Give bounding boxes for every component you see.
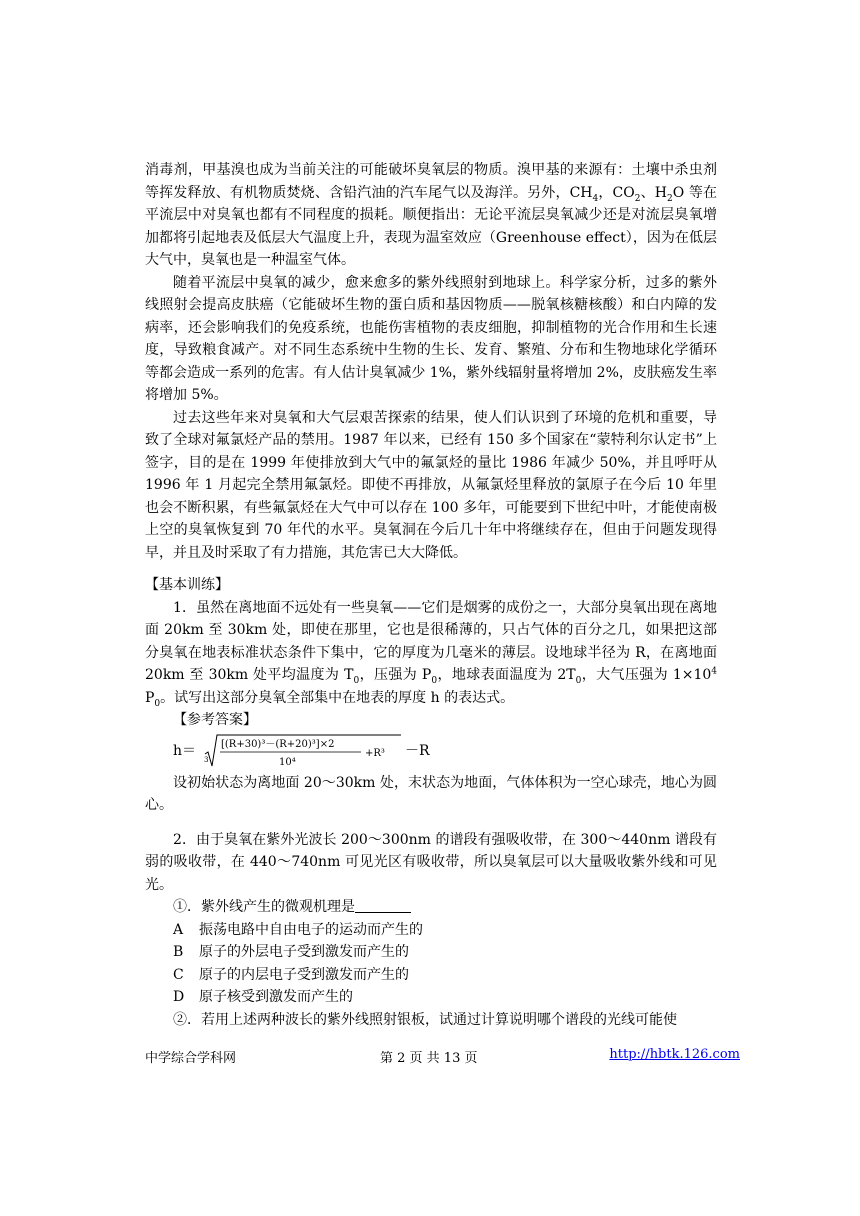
answer-label: 【参考答案】 — [173, 712, 257, 728]
text-run: O 等在平流层中对臭氧也都有不同程度的损耗。顺便指出：无论平流层臭氧减少还是对流层臭氧增加都将引起地表及低层大气温度上升，表现为温室效应（Greenhouse effect），因为在低层大气中，臭氧也是一种温室气体。 — [145, 184, 717, 268]
option-letter: B — [173, 944, 184, 960]
footer-page-number: 第 2 页 共 13 页 — [380, 1051, 478, 1066]
subscript: 0 — [431, 675, 438, 686]
text-run: 。试写出这部分臭氧全部集中在地表的厚度 h 的表达式。 — [160, 689, 515, 706]
footer-site-name: 中学综合学科网 — [145, 1051, 237, 1066]
text-run: ，大气压强为 1×10 — [581, 667, 712, 683]
paragraph-methyl-bromide — [145, 159, 717, 272]
answer-formula — [173, 734, 717, 770]
subscript: 2 — [667, 193, 673, 204]
option-letter: D — [173, 989, 185, 1005]
text-run: ，地球表面温度为 2T — [437, 667, 576, 683]
subscript: 4 — [592, 193, 599, 204]
text-run: 消毒剂，甲基溴也成为当前关注的可能破坏臭氧层的物质。溴甲基的来源有：土壤中杀虫剂等挥发释放、有机物质焚烧、含铅汽油的汽车尾气以及海洋。另外，CH — [145, 162, 717, 201]
option-text: 原子的内层电子受到激发而产生的 — [199, 966, 409, 983]
subscript: 2 — [634, 193, 641, 204]
option-a — [145, 919, 717, 942]
formula-numerator: [(R+30)³－(R+20)³]×2 — [221, 738, 335, 750]
formula-plus-r3: +R³ — [365, 747, 385, 759]
option-text: 振荡电路中自由电子的运动而产生的 — [199, 921, 423, 938]
page-footer — [145, 1047, 740, 1067]
option-c — [145, 964, 717, 987]
formula-minus-r: －R — [405, 742, 430, 759]
paragraph-uv-effects: 随着平流层中臭氧的减少，愈来愈多的紫外线照射到地球上。科学家分析，过多的紫外线照射会提高皮肤癌（它能破坏生物的蛋白质和基因物质——脱氧核糖核酸）和白内障的发病率，还会影响我们的免疫系统，也能伤害植物的表皮细胞，抑制植物的光合作用和生长速度，导致粮食减产。对不同生态系统中生物的生长、发育、繁殖、分布和生物地球化学循环等都会造成一系列的危害。有人估计臭氧减少 1%，紫外线辐射量将增加 2%，皮肤癌发生率将增加 5%。 — [145, 274, 717, 403]
option-letter: C — [173, 966, 184, 983]
question-2: 2．由于臭氧在紫外光波长 200～300nm 的谱段有强吸收带，在 300～440nm 谱段有弱的吸收带，在 440～740nm 可见光区有吸收带，所以臭氧层可以大量吸收紫外线和可见光。 — [145, 831, 717, 893]
answer-blank — [355, 898, 411, 913]
subscript: 0 — [575, 675, 582, 686]
subscript: 0 — [353, 675, 360, 686]
question-1 — [145, 597, 717, 710]
text-run: 1．虽然在离地面不远处有一些臭氧——它们是烟雾的成份之一，大部分臭氧出现在离地面 20km 至 30km 处，即使在那里，它也是很稀薄的，只占气体的百分之几，如果把这部分臭氧在地表标准状态条件下集中，它的厚度为几毫米的薄层。设地球半径为 R，在离地面 20km 至 30km 处平均温度为 T — [145, 599, 717, 683]
text-run: 、H — [640, 184, 667, 201]
superscript: 4 — [711, 666, 718, 677]
section-heading: 【基本训练】 — [145, 577, 229, 593]
text-run: ①．紫外线产生的微观机理是 — [173, 899, 355, 915]
paragraph-cfc-ban: 过去这些年来对臭氧和大气层艰苦探索的结果，使人们认识到了环境的危机和重要，导致了全球对氟氯烃产品的禁用。1987 年以来，已经有 150 多个国家在“蒙特利尔认定书”上签字，目的是在 1999 年使排放到大气中的氟氯烃的量比 1986 年减少 50%，并且呼吁从 1996 年 1 月起完全禁用氟氯烃。即使不再排放，从氟氯烃里释放的氯原子在今后 10 年里也会不断积累，有些氟氯烃在大气中可以存在 100 多年，可能要到下世纪中叶，才能使南极上空的臭氧恢复到 70 年代的水平。臭氧洞在今后几十年中将继续存在，但由于问题发现得早，并且及时采取了有力措施，其危害已大大降低。 — [145, 409, 717, 561]
question-2-sub-1 — [145, 896, 717, 919]
text-run: ，CO — [598, 184, 635, 201]
text-run: P — [145, 689, 155, 706]
option-text: 原子的外层电子受到激发而产生的 — [199, 944, 409, 960]
root-index: 3 — [204, 755, 209, 764]
option-text: 原子核受到激发而产生的 — [199, 989, 353, 1005]
cube-root-expression — [203, 732, 403, 772]
footer-url-link[interactable]: http://hbtk.126.com — [609, 1047, 740, 1062]
text-run: ，压强为 P — [359, 667, 432, 683]
answer-explanation: 设初始状态为离地面 20～30km 处，末状态为地面，气体体积为一空心球壳，地心为圆心。 — [145, 774, 717, 813]
subscript: 0 — [154, 698, 161, 709]
option-d — [145, 986, 717, 1009]
formula-denominator: 10⁴ — [279, 756, 296, 768]
formula-h: h＝ — [173, 742, 197, 759]
option-letter: A — [173, 921, 184, 938]
question-2-sub-2: ②．若用上述两种波长的紫外线照射银板，试通过计算说明哪个谱段的光线可能使 — [173, 1011, 677, 1028]
page-content — [145, 159, 717, 1031]
option-b — [145, 941, 717, 964]
